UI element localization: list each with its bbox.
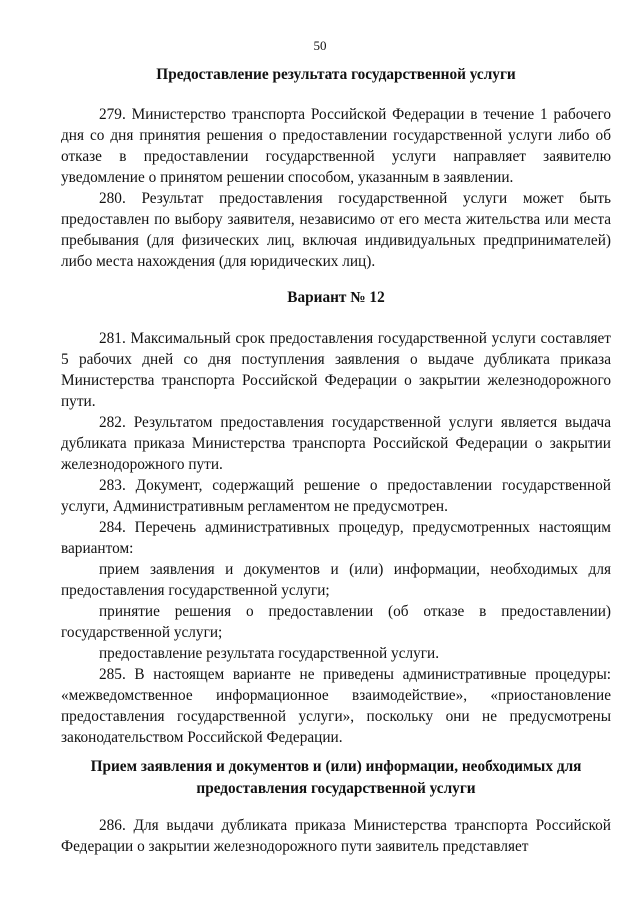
- paragraph-283: 283. Документ, содержащий решение о предоставлении государственной услуги, Административным регламентом не предусмотрен.: [61, 477, 611, 515]
- section-application-intake: [61, 756, 611, 800]
- section-application-intake-body: [61, 815, 611, 857]
- section-variant-12: [61, 287, 611, 309]
- list-item-procedure-2: принятие решения о предоставлении (об отказе в предоставлении) государственной услуги;: [61, 603, 611, 641]
- paragraph-279: 279. Министерство транспорта Российской Федерации в течение 1 рабочего дня со дня принятия решения о предоставлении государственной услуги либо об отказе в предоставлении государственной услуги направляет заявителю уведомление о принятом решении способом, указанным в заявлении.: [61, 106, 611, 186]
- section-heading: Предоставление результата государственной услуги: [156, 66, 516, 83]
- section-result-provision: [61, 64, 611, 86]
- section-heading-line-1: Прием заявления и документов и (или) информации, необходимых для: [90, 758, 582, 775]
- section-heading: Вариант № 12: [287, 289, 385, 306]
- list-item-procedure-3: предоставление результата государственной услуги.: [99, 645, 440, 662]
- section-heading-line-2: предоставления государственной услуги: [196, 780, 476, 797]
- section-result-provision-body: [61, 104, 611, 272]
- page-number: 50: [313, 38, 327, 53]
- paragraph-285: 285. В настоящем варианте не приведены административные процедуры: «межведомственное информационное взаимодействие», «приостановление предоставления государственной услуги», поскольку они не предусмотрены законодательством Российской Федерации.: [61, 666, 611, 746]
- paragraph-282: 282. Результатом предоставления государственной услуги является выдача дубликата приказа Министерства транспорта Российской Федерации о закрытии железнодорожного пути.: [61, 414, 611, 473]
- paragraph-280: 280. Результат предоставления государственной услуги может быть предоставлен по выбору заявителя, независимо от его места жительства или места пребывания (для физических лиц, включая индивидуальных предпринимателей) либо места нахождения (для юридических лиц).: [61, 190, 611, 270]
- list-item-procedure-1: прием заявления и документов и (или) информации, необходимых для предоставления государственной услуги;: [61, 561, 611, 599]
- section-variant-12-body: [61, 328, 611, 748]
- paragraph-284: 284. Перечень административных процедур, предусмотренных настоящим вариантом:: [61, 519, 611, 557]
- paragraph-281: 281. Максимальный срок предоставления государственной услуги составляет 5 рабочих дней со дня поступления заявления о выдаче дубликата приказа Министерства транспорта Российской Федерации о закрытии железнодорожного пути.: [61, 330, 611, 410]
- paragraph-286: 286. Для выдачи дубликата приказа Министерства транспорта Российской Федерации о закрытии железнодорожного пути заявитель представляет: [61, 817, 611, 855]
